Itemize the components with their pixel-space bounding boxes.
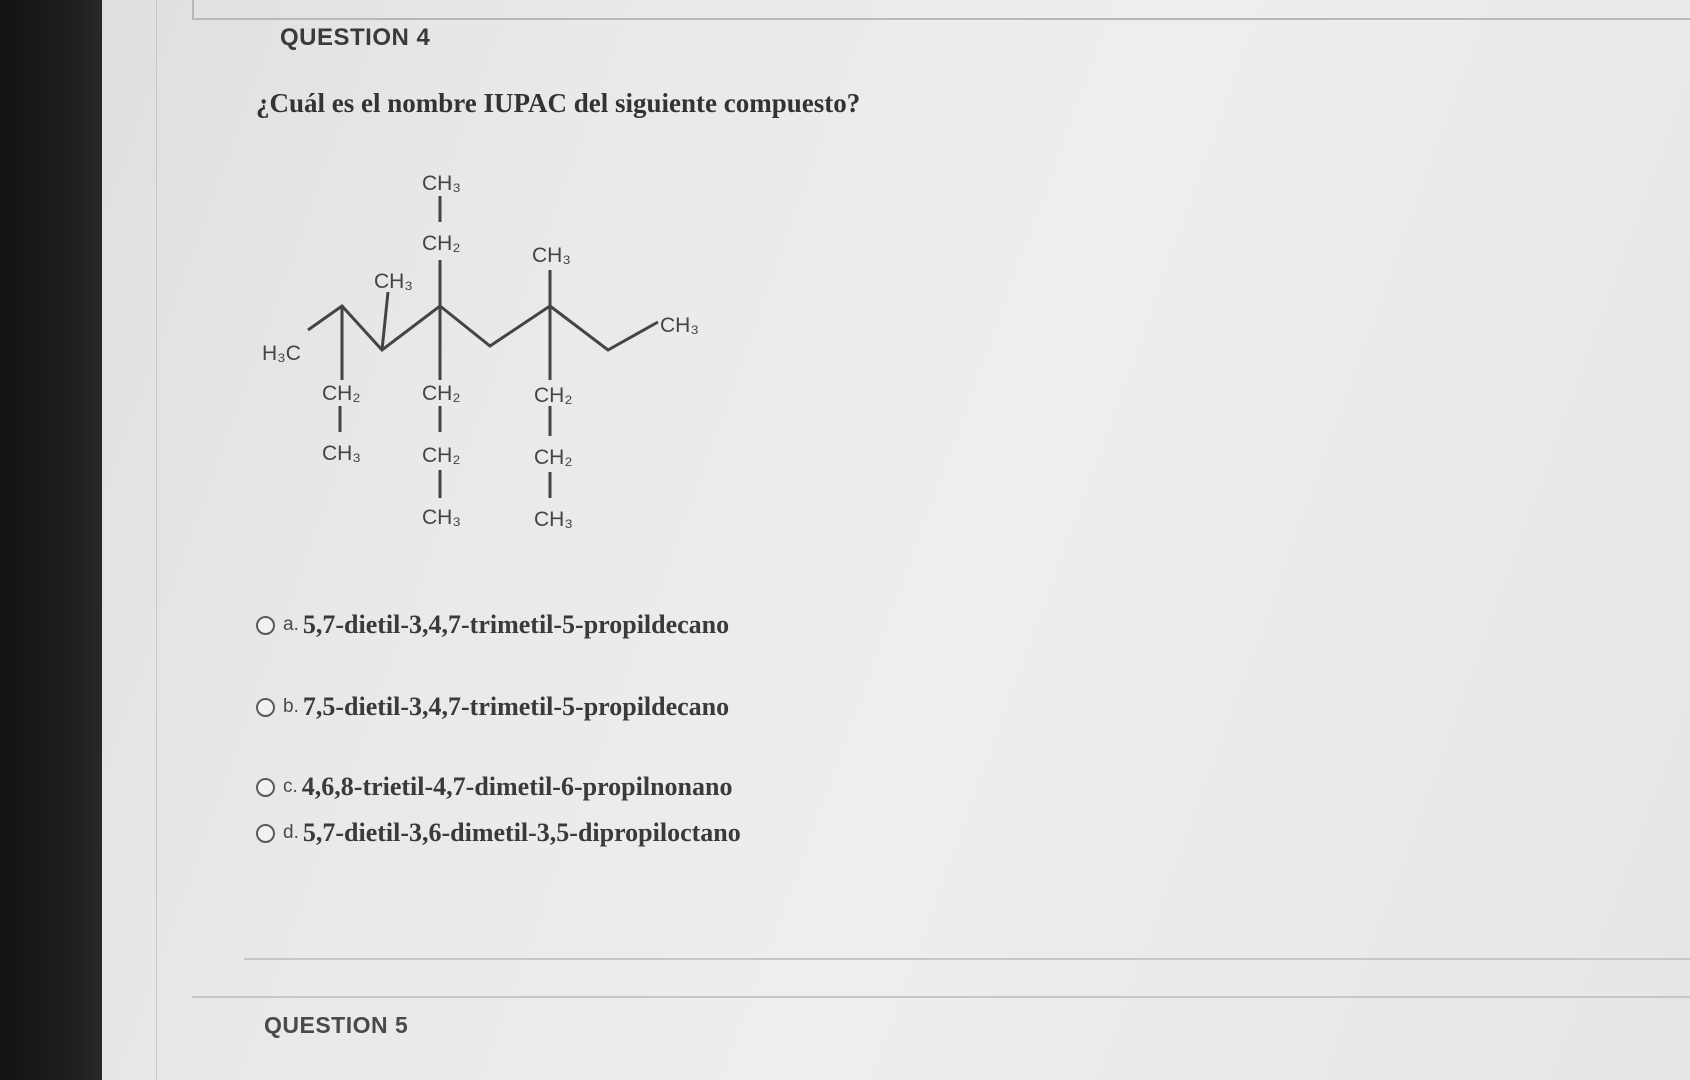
label-ch3-c6: CH₃ bbox=[532, 244, 571, 267]
option-d-text[interactable]: 5,7-dietil-3,6-dimetil-3,5-dipropiloctano bbox=[302, 818, 741, 847]
divider-upper bbox=[244, 958, 1690, 960]
label-ch3-top: CH₃ bbox=[422, 172, 461, 195]
label-ch3-c3: CH₃ bbox=[374, 270, 413, 293]
label-ch3-right: CH₃ bbox=[660, 314, 699, 337]
option-b-text[interactable]: 7,5-dietil-3,4,7-trimetil-5-propildecano bbox=[302, 692, 730, 721]
divider-lower bbox=[192, 996, 1690, 998]
radio-option-a[interactable] bbox=[256, 616, 275, 635]
monitor-bezel bbox=[0, 0, 110, 1080]
label-h3c-left: H₃C bbox=[262, 342, 301, 365]
option-c-text[interactable]: 4,6,8-trietil-4,7-dimetil-6-propilnonano bbox=[301, 772, 733, 801]
option-d-letter: d. bbox=[283, 822, 299, 843]
radio-option-d[interactable] bbox=[256, 824, 275, 843]
option-c-letter: c. bbox=[283, 776, 298, 797]
option-b-letter: b. bbox=[283, 696, 299, 717]
label-ch2-c6b: CH₂ bbox=[534, 446, 573, 469]
label-ch3-c6b: CH₃ bbox=[534, 508, 573, 531]
label-ch2-c4b: CH₂ bbox=[422, 444, 461, 467]
question-prompt: ¿Cuál es el nombre IUPAC del siguiente compuesto? bbox=[256, 88, 861, 118]
main-chain-bonds bbox=[308, 306, 658, 350]
option-a-text[interactable]: 5,7-dietil-3,4,7-trimetil-5-propildecano bbox=[302, 610, 730, 639]
molecule-structure bbox=[252, 170, 732, 550]
label-ch2-top: CH₂ bbox=[422, 232, 461, 255]
option-a[interactable] bbox=[256, 610, 729, 640]
quiz-page bbox=[102, 0, 1690, 1080]
label-ch2-c2: CH₂ bbox=[322, 382, 361, 405]
option-b[interactable] bbox=[256, 692, 729, 722]
question-heading: QUESTION 4 bbox=[280, 24, 431, 51]
label-ch2-c6a: CH₂ bbox=[534, 384, 573, 407]
label-ch2-c4a: CH₂ bbox=[422, 382, 461, 405]
label-ch3-c4: CH₃ bbox=[422, 506, 461, 529]
option-a-letter: a. bbox=[283, 614, 299, 635]
label-ch3-c2: CH₃ bbox=[322, 442, 361, 465]
bond-c3-ch3 bbox=[382, 292, 388, 350]
radio-option-b[interactable] bbox=[256, 698, 275, 717]
radio-option-c[interactable] bbox=[256, 778, 275, 797]
option-c[interactable] bbox=[256, 772, 732, 802]
option-d[interactable] bbox=[256, 818, 741, 848]
content-frame-edge bbox=[192, 0, 1690, 20]
next-question-heading: QUESTION 5 bbox=[264, 1012, 409, 1038]
left-border-rule bbox=[156, 0, 157, 1080]
